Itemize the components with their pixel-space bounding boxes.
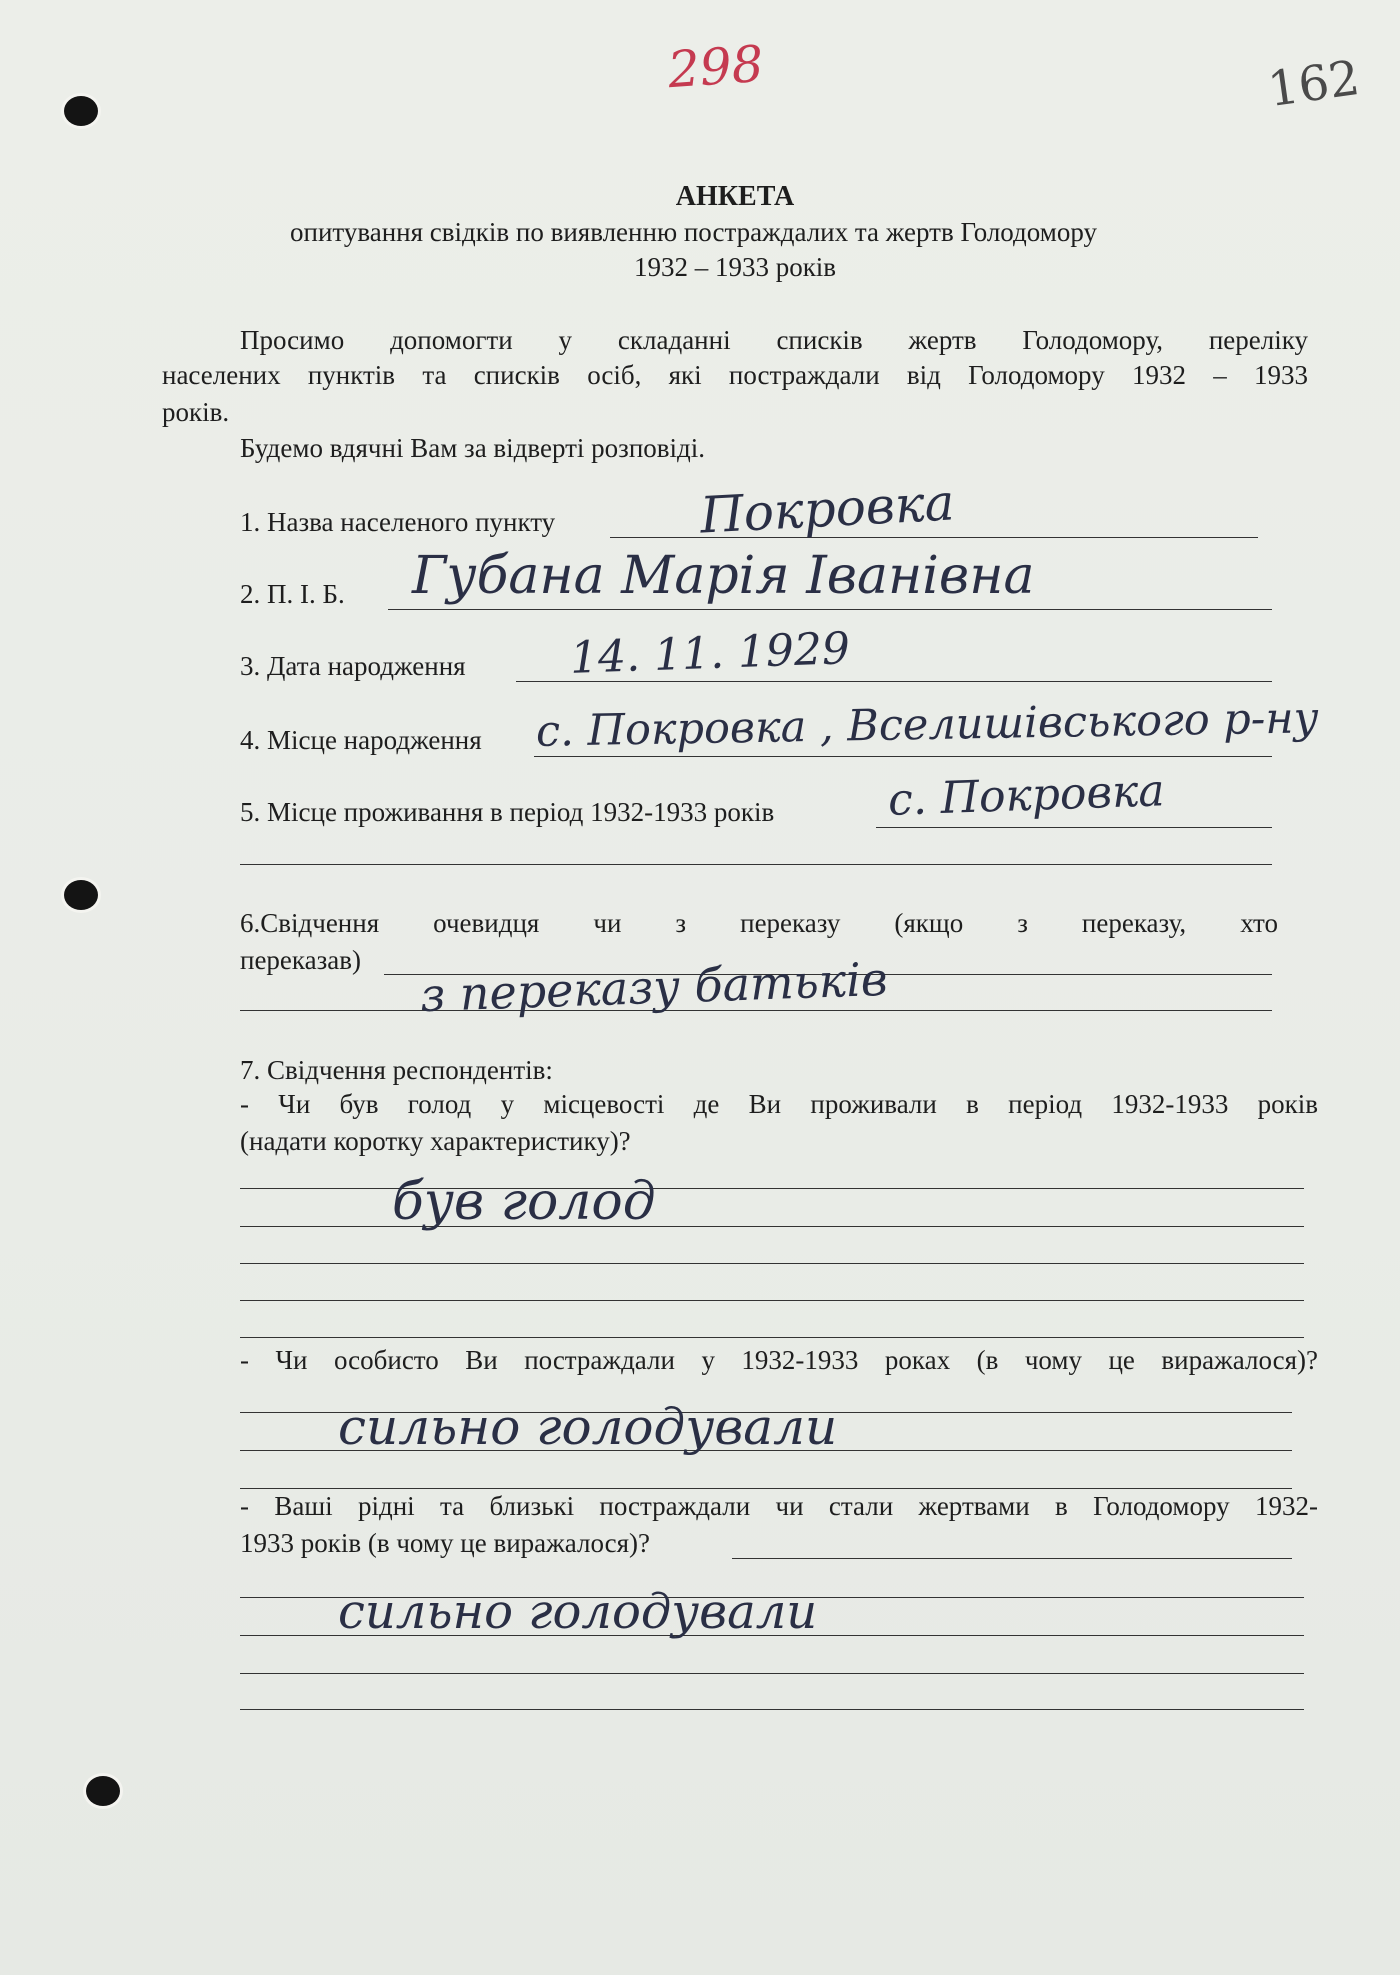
residence-underline-extra	[240, 864, 1272, 865]
q2-answer-line-3	[240, 1488, 1292, 1489]
q1-line-1: - Чи був голод у місцевості де Ви проживали в період 1932-1933 років	[240, 1089, 1318, 1119]
q1-answer-line-4	[240, 1300, 1304, 1301]
punch-hole-top	[64, 96, 98, 126]
settlement-value: Покровка	[698, 473, 956, 545]
residence-underline	[876, 827, 1272, 828]
name-underline	[388, 609, 1272, 610]
residence-label: 5. Місце проживання в період 1932-1933 років	[240, 797, 775, 827]
birth-place-underline	[534, 756, 1272, 757]
birth-date-value: 14. 11. 1929	[569, 623, 851, 684]
form-title: АНКЕТА	[675, 181, 795, 212]
q1-answer-line-5	[240, 1337, 1304, 1338]
q2-answer: сильно голодували	[338, 1398, 838, 1456]
settlement-label: 1. Назва населеного пункту	[240, 507, 556, 537]
q3-line-2: 1933 років (в чому це виражалося)?	[240, 1528, 651, 1558]
name-label: 2. П. І. Б.	[240, 579, 345, 609]
testimony-type-label-line-2: переказав)	[240, 945, 361, 975]
q1-answer: був голод	[392, 1172, 656, 1232]
intro-thanks: Будемо вдячні Вам за відверті розповіді.	[240, 433, 706, 463]
q3-underline-inline	[732, 1558, 1292, 1559]
archive-number: 298	[666, 34, 766, 100]
form-subtitle: опитування свідків по виявленню постраждалих та жертв Голодомору	[290, 217, 1097, 247]
q3-answer: сильно голодували	[338, 1584, 818, 1640]
sheet-number: 162	[1264, 49, 1364, 119]
testimony-type-value: з переказу батьків	[419, 951, 889, 1023]
q2-line-1: - Чи особисто Ви постраждали у 1932-1933 роках (в чому це виражалося)?	[240, 1345, 1318, 1375]
birth-place-label: 4. Місце народження	[240, 725, 482, 755]
intro-line-3: років.	[162, 397, 230, 427]
q3-answer-line-4	[240, 1709, 1304, 1710]
q1-answer-line-3	[240, 1263, 1304, 1264]
q3-answer-line-3	[240, 1673, 1304, 1674]
respondents-heading: 7. Свідчення респондентів:	[240, 1055, 553, 1085]
residence-value: с. Покровка	[887, 765, 1166, 826]
form-years: 1932 – 1933 років	[633, 252, 837, 282]
q3-line-1: - Ваші рідні та близькі постраждали чи стали жертвами в Голодомору 1932-	[240, 1491, 1318, 1521]
intro-line-1: Просимо допомогти у складанні списків жертв Голодомору, переліку	[240, 325, 1308, 355]
birth-date-label: 3. Дата народження	[240, 651, 466, 681]
birth-place-value: с. Покровка , Вселишівського р-ну	[535, 693, 1320, 757]
punch-hole-middle	[64, 880, 98, 910]
punch-hole-bottom	[86, 1776, 120, 1806]
q1-line-2: (надати коротку характеристику)?	[240, 1126, 631, 1156]
name-value: Губана Марія Іванівна	[412, 546, 1035, 606]
testimony-type-label-line-1: 6.Свідчення очевидця чи з переказу (якщо з переказу, хто	[240, 908, 1278, 938]
intro-line-2: населених пунктів та списків осіб, які постраждали від Голодомору 1932 – 1933	[162, 360, 1308, 390]
